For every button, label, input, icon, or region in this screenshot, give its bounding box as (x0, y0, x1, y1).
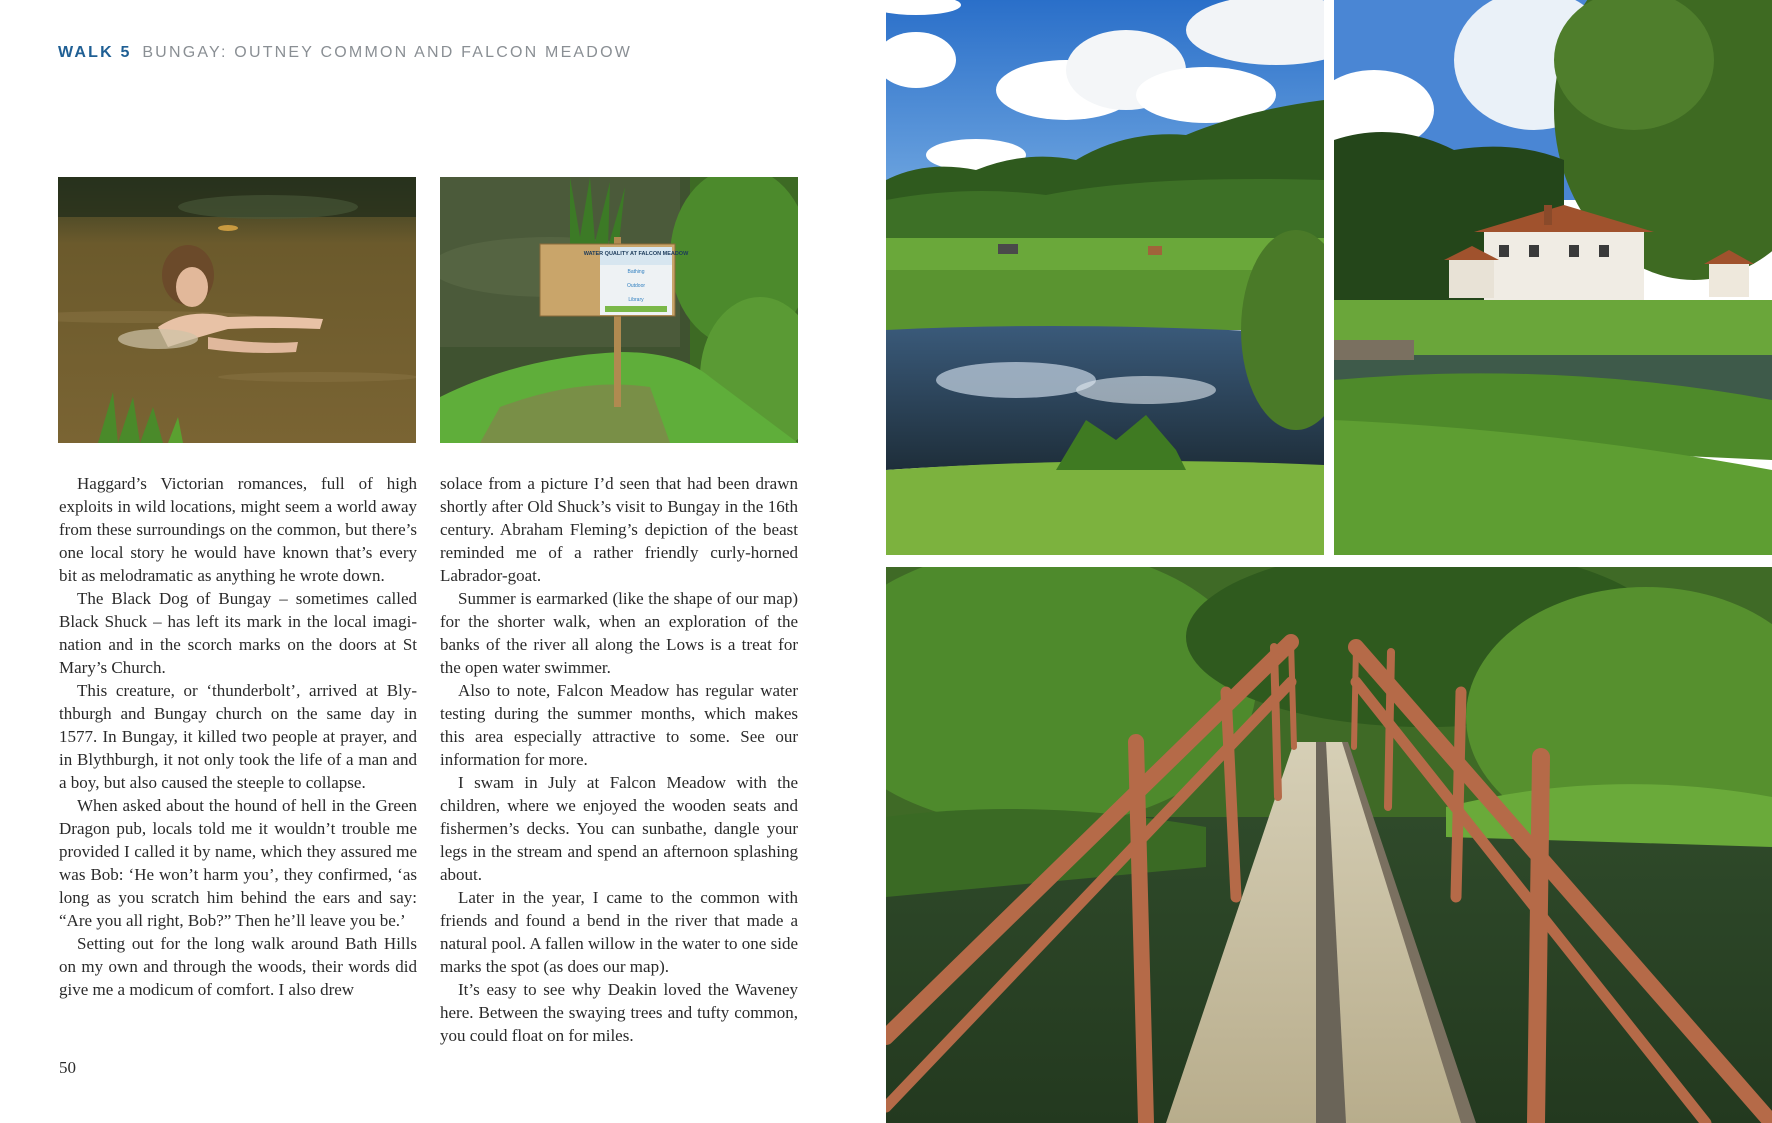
paragraph: This creature, or ‘thunderbolt’, arrived at Bly-thburgh and Bungay church on the same day in 1577. In Bungay, it killed two people at prayer, and in Blythburgh, it not only took the life of a man and a boy, but also caused the steeple to collapse. (59, 681, 417, 792)
walk-title: BUNGAY: OUTNEY COMMON AND FALCON MEADOW (142, 44, 633, 61)
page-number: 50 (59, 1058, 76, 1077)
paragraph: The Black Dog of Bungay – sometimes called Black Shuck – has left its mark in the local imagi-nation and in the scorch marks on the doors at St Mary’s Church. (59, 589, 417, 677)
right-page (886, 0, 1772, 1123)
photo-swimmer (58, 177, 416, 443)
paragraph: I swam in July at Falcon Meadow with the children, where we enjoyed the wooden seats and fishermen’s decks. You can sunbathe, dangle your legs in the stream and spend an afternoon splashing about. (440, 773, 798, 884)
photo-meadow-river (886, 0, 1324, 555)
text-column-1 (59, 472, 417, 1001)
paragraph: Haggard’s Victorian romances, full of high exploits in wild locations, might seem a world away from these surroundings on the common, but there’s one local story he would have known that’s every bit as melodramatic as anything he wrote down. (59, 474, 417, 585)
photo-house-lawn (1334, 0, 1772, 555)
paragraph: Later in the year, I came to the common with friends and found a bend in the river that made a natural pool. A fallen willow in the water to one side marks the spot (as does our map). (440, 888, 798, 976)
running-head (58, 44, 632, 62)
sign-heading: WATER QUALITY AT FALCON MEADOW (583, 251, 689, 257)
text-column-2 (440, 472, 798, 1047)
walk-label: WALK 5 (58, 44, 132, 61)
paragraph: Setting out for the long walk around Bath Hills on my own and through the woods, their words did give me a modicum of comfort. I also drew (59, 934, 417, 999)
paragraph: When asked about the hound of hell in the Green Dragon pub, locals told me it wouldn’t trouble me provided I called it by name, which they assured me was Bob: ‘He won’t harm you’, they confirmed, ‘as long as you scratch him behind the ears and say: “Are you all right, Bob?” Then he’ll leave you be.’ (59, 796, 417, 930)
photo-water-quality-sign (440, 177, 798, 443)
sign-text-1: Bathing (627, 269, 645, 275)
paragraph: solace from a picture I’d seen that had been drawn shortly after Old Shuck’s visit to Bungay in the 16th century. Abraham Fleming’s depiction of the beast reminded me of a rather friendly curly-horned Labrador-goat. (440, 474, 798, 585)
sign-text-2: Outdoor (626, 283, 646, 289)
sign-text-3: Library (628, 297, 644, 303)
photo-footbridge (886, 567, 1772, 1123)
paragraph: Summer is earmarked (like the shape of our map) for the shorter walk, when an exploration of the banks of the river all along the Lows is a treat for the open water swimmer. (440, 589, 798, 677)
paragraph: Also to note, Falcon Meadow has regular water testing during the summer months, which makes this area especially attractive to some. See our information for more. (440, 681, 798, 769)
paragraph: It’s easy to see why Deakin loved the Waveney here. Between the swaying trees and tufty common, you could float on for miles. (440, 980, 798, 1045)
